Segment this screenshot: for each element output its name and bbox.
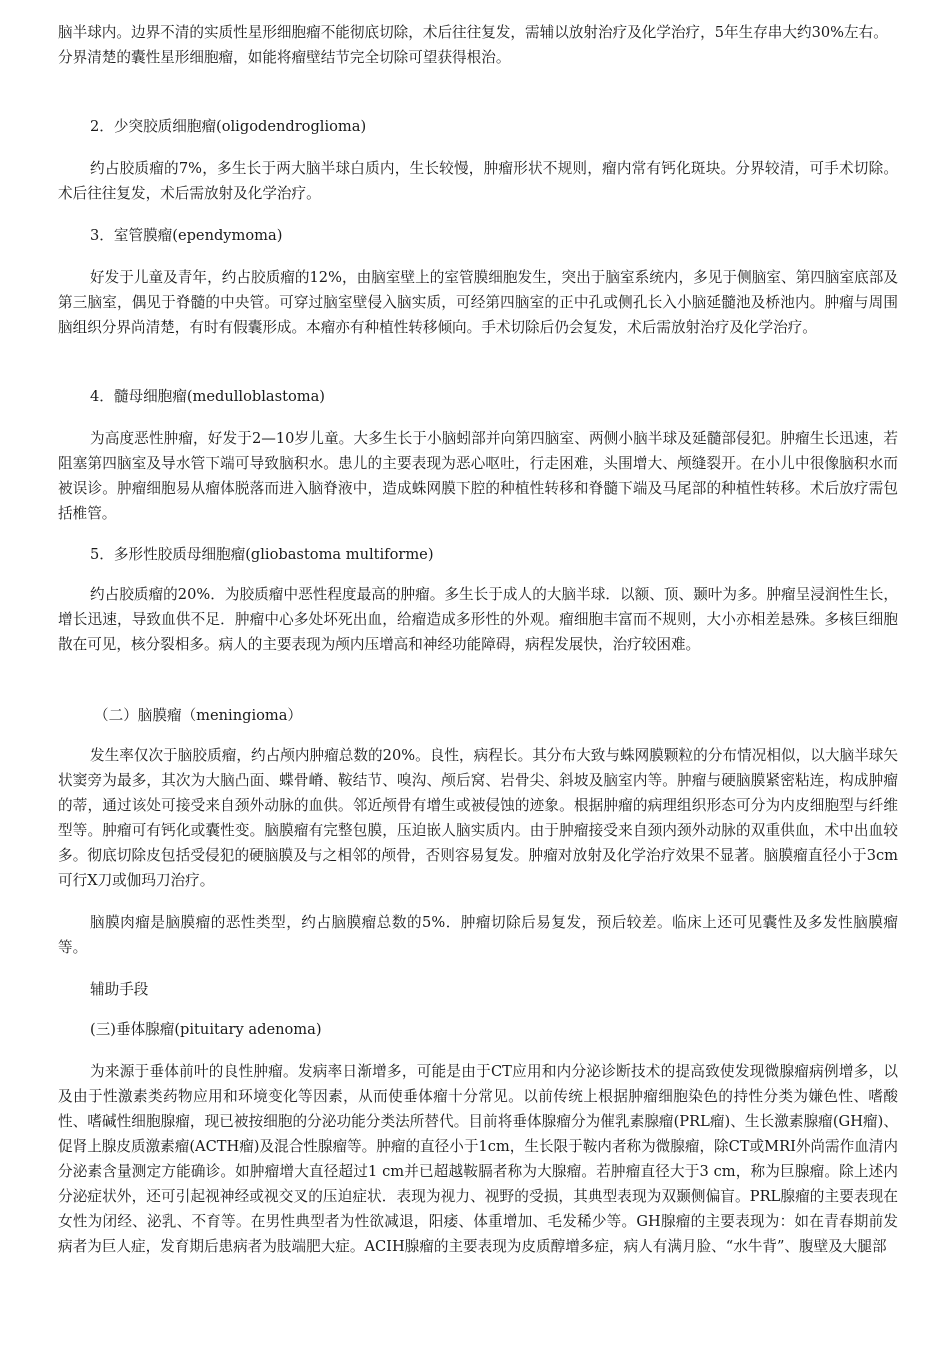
- heading-medulloblastoma: 4．髓母细胞瘤(medulloblastoma): [90, 388, 325, 405]
- paragraph-medulloblastoma: 为高度恶性肿瘤，好发于2—10岁儿童。大多生长于小脑蚓部并向第四脑室、两侧小脑半球及延髓部侵犯。肿瘤生长迅速，若阻塞第四脑室及导水管下端可导致脑积水。患儿的主要表现为恶心呕吐，行走困难，头围增大、颅缝裂开。在小儿中很像脑积水而被误诊。肿瘤细胞易从瘤体脱落而进入脑脊液中，造成蛛网膜下腔的种植性转移和脊髓下端及马尾部的种植性转移。术后放疗需包括椎管。: [58, 430, 898, 522]
- heading-meningioma: （二）脑膜瘤（meningioma）: [94, 707, 303, 724]
- paragraph-intro: 脑半球内。边界不清的实质性星形细胞瘤不能彻底切除，术后往往复发，需辅以放射治疗及化学治疗，5年生存串大约30%左右。分界清楚的囊性星形细胞瘤，如能将瘤壁结节完全切除可望获得根治。: [58, 24, 888, 66]
- paragraph-oligodendroglioma: 约占胶质瘤的7%，多生长于两大脑半球白质内，生长较慢，肿瘤形状不规则，瘤内常有钙化斑块。分界较清，可手术切除。术后往往复发，术后需放射及化学治疗。: [58, 160, 898, 202]
- heading-ependymoma: 3．室管膜瘤(ependymoma): [90, 227, 283, 244]
- paragraph-pituitary-adenoma: 为来源于垂体前叶的良性肿瘤。发病率日渐增多，可能是由于CT应用和内分泌诊断技术的提高致使发现微腺瘤病例增多，以及由于性激素类药物应用和环境变化等因素，从而使垂体瘤十分常见。以前传统上根据肿瘤细胞染色的持性分类为嫌色性、嗜酸性、嗜碱性细胞腺瘤，现已被按细胞的分泌功能分类法所替代。目前将垂体腺瘤分为催乳素腺瘤(PRL瘤)、生长激素腺瘤(GH瘤)、促肾上腺皮质激素瘤(ACTH瘤)及混合性腺瘤等。肿瘤的直径小于1cm，生长限于鞍内者称为微腺瘤，除CT或MRI外尚需作血清内分泌素含量测定方能确诊。如肿瘤增大直径超过1 cm并已超越鞍膈者称为大腺瘤。若肿瘤直径大于3 cm，称为巨腺瘤。除上述内分泌症状外，还可引起视神经或视交叉的压迫症状．表现为视力、视野的受损，其典型表现为双颞侧偏盲。PRL腺瘤的主要表现在女性为闭经、泌乳、不育等。在男性典型者为性欲减退，阳痿、体重增加、毛发稀少等。GH腺瘤的主要表现为：如在青春期前发病者为巨人症，发育期后患病者为肢端肥大症。ACIH腺瘤的主要表现为皮质醇增多症，病人有满月脸、“水牛背”、腹壁及大腿部: [58, 1063, 898, 1255]
- heading-oligodendroglioma: 2．少突胶质细胞瘤(oligodendroglioma): [90, 118, 367, 135]
- paragraph-glioblastoma: 约占胶质瘤的20%．为胶质瘤中恶性程度最高的肿瘤。多生长于成人的大脑半球．以额、顶、颞叶为多。肿瘤呈浸润性生长，增长迅速，导致血供不足．肿瘤中心多处坏死出血，给瘤造成多形性的外观。瘤细胞丰富而不规则，大小亦相差悬殊。多核巨细胞散在可见，核分裂相多。病人的主要表现为颅内压增高和神经功能障碍，病程发展快，治疗较困难。: [58, 586, 898, 653]
- paragraph-meningioma: 发生率仅次于脑胶质瘤，约占颅内肿瘤总数的20%。良性，病程长。其分布大致与蛛网膜颗粒的分布情况相似，以大脑半球矢状窦旁为最多，其次为大脑凸面、蝶骨嵴、鞍结节、嗅沟、颅后窝、岩骨尖、斜坡及脑室内等。肿瘤与硬脑膜紧密粘连，构成肿瘤的蒂，通过该处可接受来自颈外动脉的血供。邻近颅骨有增生或被侵蚀的迹象。根据肿瘤的病理组织形态可分为内皮细胞型与纤维型等。肿瘤可有钙化或囊性变。脑膜瘤有完整包膜，压迫嵌人脑实质内。由于肿瘤接受来自颈内颈外动脉的双重供血，术中出血较多。彻底切除皮包括受侵犯的硬脑膜及与之相邻的颅骨，否则容易复发。肿瘤对放射及化学治疗效果不显著。脑膜瘤直径小于3cm可行X刀或伽玛刀治疗。: [58, 747, 898, 889]
- heading-auxiliary-means: 辅助手段: [90, 981, 149, 998]
- paragraph-ependymoma: 好发于儿童及青年，约占胶质瘤的12%，由脑室壁上的室管膜细胞发生，突出于脑室系统内，多见于侧脑室、第四脑室底部及第三脑室，偶见于脊髓的中央管。可穿过脑室壁侵入脑实质，可经第四脑室的正中孔或侧孔长入小脑延髓池及桥池内。肿瘤与周围脑组织分界尚清楚，有时有假囊形成。本瘤亦有种植性转移倾向。手术切除后仍会复发，术后需放射治疗及化学治疗。: [58, 269, 898, 336]
- heading-glioblastoma: 5．多形性胶质母细胞瘤(gliobastoma multiforme): [90, 546, 434, 563]
- heading-pituitary-adenoma: (三)垂体腺瘤(pituitary adenoma): [90, 1021, 322, 1038]
- paragraph-meningeal-sarcoma: 脑膜肉瘤是脑膜瘤的恶性类型，约占脑膜瘤总数的5%．肿瘤切除后易复发，预后较差。临床上还可见囊性及多发性脑膜瘤等。: [58, 914, 898, 956]
